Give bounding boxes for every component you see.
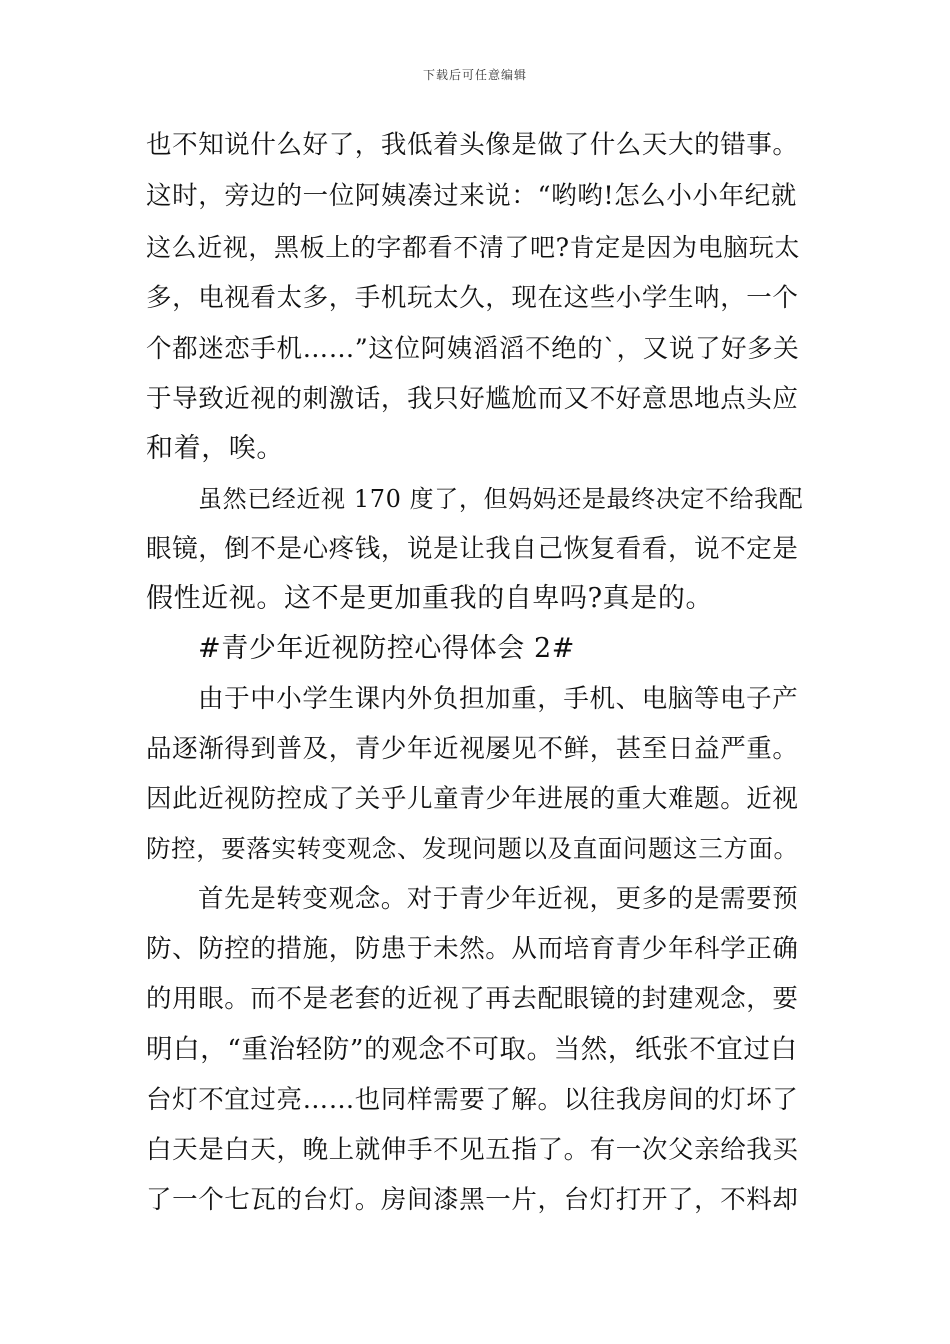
text-line: 因此近视防控成了关乎儿童青少年进展的重大难题。近视: [146, 784, 799, 814]
text-line: 品逐渐得到普及，青少年近视屡见不鲜，甚至日益严重。: [146, 734, 799, 764]
text-line: 明白，“重治轻防”的观念不可取。当然，纸张不宜过白: [146, 1034, 798, 1065]
text-line: 多，电视看太多，手机玩太久，现在这些小学生呐，一个: [146, 283, 799, 313]
text-line: 假性近视。这不是更加重我的自卑吗?真是的。: [146, 583, 714, 614]
text-line: 防、防控的措施，防患于未然。从而培育青少年科学正确: [146, 934, 799, 964]
paragraph-first-line: 首先是转变观念。对于青少年近视，更多的是需要预: [198, 884, 799, 914]
text-line: 这么近视，黑板上的字都看不清了吧?肯定是因为电脑玩太: [146, 233, 801, 262]
text-line: 了一个七瓦的台灯。房间漆黑一片，台灯打开了，不料却: [146, 1185, 799, 1215]
page-header: 下载后可任意编辑: [422, 68, 527, 82]
text-line: 白天是白天，晚上就伸手不见五指了。有一次父亲给我买: [146, 1135, 799, 1165]
text-line: 的用眼。而不是老套的近视了再去配眼镜的封建观念，要: [146, 984, 799, 1014]
section-heading: #青少年近视防控心得体会 2#: [198, 633, 576, 664]
paragraph-first-line: 由于中小学生课内外负担加重，手机、电脑等电子产: [198, 684, 799, 714]
paragraph-first-line: 虽然已经近视 170 度了，但妈妈还是最终决定不给我配: [198, 485, 804, 513]
text-line: 个都迷恋手机……”这位阿姨滔滔不绝的`，又说了好多关: [146, 334, 800, 364]
text-line: 台灯不宜过亮……也同样需要了解。以往我房间的灯坏了: [146, 1085, 799, 1115]
text-line: 于导致近视的刺激话，我只好尴尬而又不好意思地点头应: [146, 384, 799, 414]
text-line: 防控，要落实转变观念、发现问题以及直面问题这三方面。: [146, 834, 799, 863]
text-line: 眼镜，倒不是心疼钱，说是让我自己恢复看看，说不定是: [146, 534, 799, 564]
text-line: 也不知说什么好了，我低着头像是做了什么天大的错事。: [146, 130, 799, 160]
text-line: 和着，唉。: [146, 433, 284, 464]
text-line: 这时，旁边的一位阿姨凑过来说：“哟哟!怎么小小年纪就: [146, 181, 797, 211]
